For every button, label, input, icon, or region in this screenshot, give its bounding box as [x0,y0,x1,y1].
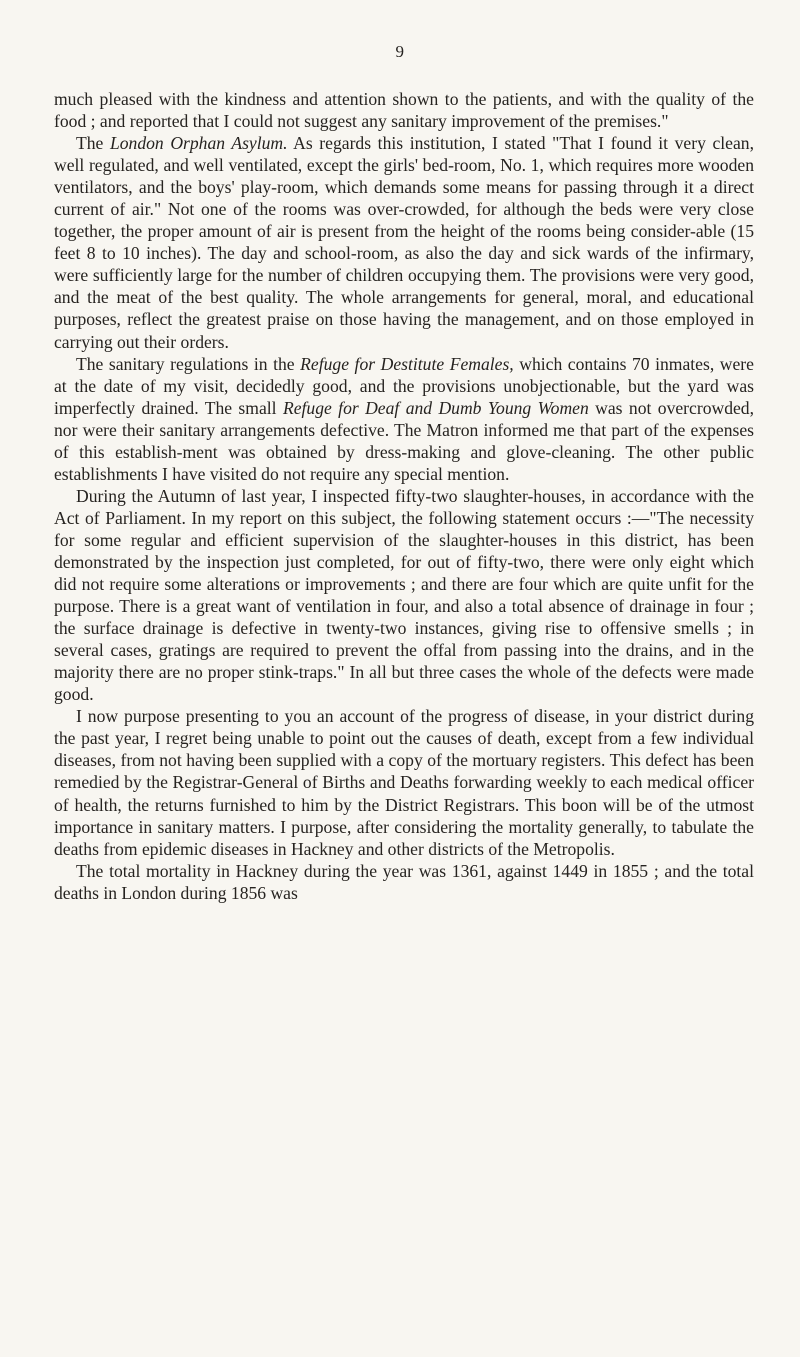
text-segment: much pleased with the kindness and attention shown to the patients, and with the quality of the food ; and reported that I could not suggest any sanitary improvement of the premises." [54,89,754,132]
text-segment: During the Autumn of last year, I inspected fifty-two slaughter-houses, in accordance with the Act of Parliament. In my report on this subject, the following statement occurs :—"The necessity for some regular and efficient supervision of the slaughter-houses in this district, has been demonstrated by the inspection just completed, for out of fifty-two, there were only eight which did not require some alterations or improvements ; and there are four which are quite unfit for the purpose. There is a great want of ventilation in four, and also a total absence of drainage in four ; the surface drainage is defective in twenty-two instances, giving rise to offensive smells ; in several cases, gratings are required to prevent the offal from passing into the drains, and in the majority there are no proper stink-traps." In all but three cases the whole of the defects were made good. [54,485,754,705]
institution-name: Refuge for Deaf and Dumb Young Women [282,397,589,418]
text-segment: The sanitary regulations in the [76,353,301,374]
paragraph-6 [54,860,754,904]
text-segment: The total mortality in Hackney during the year was 1361, against 1449 in 1855 ; and the total deaths in London during 1856 was [54,860,754,903]
text-segment: was not overcrowded, nor were their sanitary arrangements defective. The Matron informed me that part of the expenses of this establish-ment was obtained by dress-making and glove-cleaning. The other public establishments I have visited do not require any special mention. [54,397,755,484]
institution-name: Refuge for Destitute Females, [300,353,514,374]
body-text [54,88,754,904]
paragraph-3 [54,353,754,485]
paragraph-2 [54,132,754,352]
paragraph-1 [54,88,754,132]
page-number: 9 [395,42,405,61]
paragraph-5 [54,705,754,859]
institution-name: London Orphan Asylum. [109,133,288,154]
text-segment: which contains 70 inmates, were at the date of my visit, decidedly good, and the provisions unobjectionable, but the yard was imperfectly drained. The small [54,353,754,418]
text-segment: As regards this institution, I stated "That I found it very clean, well regulated, and well ventilated, except the girls' bed-room, No. 1, which requires more wooden ventilators, and the boys' play-room, which demands some means for passing through it a direct current of air." Not one of the rooms was over-crowded, for although the beds were very close together, the proper amount of air is present from the height of the rooms being consider-able (15 feet 8 to 10 inches). The day and school-room, as also the day and sick wards of the infirmary, were sufficiently large for the number of children occupying them. The provisions were very good, and the meat of the best quality. The whole arrangements for general, moral, and educational purposes, reflect the greatest praise on those having the management, and on those employed in carrying out their orders. [54,133,754,352]
paragraph-4 [54,485,754,705]
text-segment: The [76,133,110,154]
text-segment: I now purpose presenting to you an account of the progress of disease, in your district during the past year, I regret being unable to point out the causes of death, except from a few individual diseases, from not having been supplied with a copy of the mortuary registers. This defect has been remedied by the Registrar-General of Births and Deaths forwarding weekly to each medical officer of health, the returns furnished to him by the District Registrars. This boon will be of the utmost importance in sanitary matters. I purpose, after considering the mortality generally, to tabulate the deaths from epidemic diseases in Hackney and other districts of the Metropolis. [54,706,754,859]
